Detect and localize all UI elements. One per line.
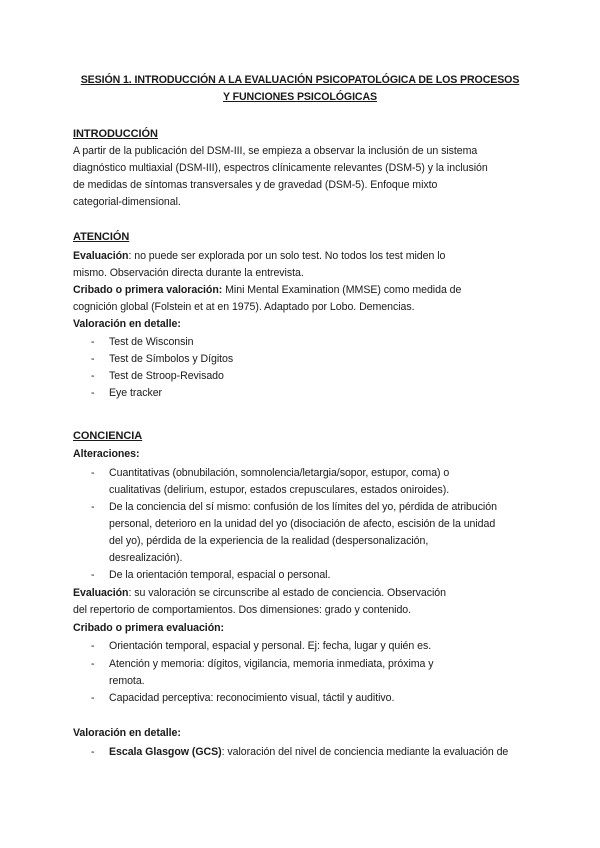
section-heading-atencion: ATENCIÓN — [73, 231, 130, 243]
section-heading-introduccion: INTRODUCCIÓN — [73, 128, 158, 140]
list-bullet: - — [91, 501, 95, 513]
list-item: Test de Wisconsin — [109, 336, 194, 348]
list-item-continuation: desrealización). — [109, 552, 183, 564]
evaluacion-text: : su valoración se circunscribe al estado de conciencia. Observación — [128, 587, 446, 599]
paragraph-line: mismo. Observación directa durante la entrevista. — [73, 267, 304, 279]
glasgow-label: Escala Glasgow (GCS) — [109, 746, 222, 758]
page-title-line-2: Y FUNCIONES PSICOLÓGICAS — [223, 91, 377, 103]
list-item-continuation: personal, deterioro en la unidad del yo (disociación de afecto, escisión de la unidad — [109, 518, 496, 530]
list-item: Test de Stroop-Revisado — [109, 370, 224, 382]
cribado-label: Cribado o primera evaluación: — [73, 622, 225, 634]
list-bullet: - — [91, 387, 95, 399]
cribado-line — [73, 282, 461, 299]
cribado-label: Cribado o primera valoración: — [73, 284, 223, 296]
paragraph-line: diagnóstico multiaxial (DSM-III), espectros clínicamente relevantes (DSM-5) y la inclusión — [73, 162, 488, 174]
evaluacion-line — [73, 248, 445, 265]
evaluacion-text: : no puede ser explorada por un solo test. No todos los test miden lo — [128, 250, 446, 262]
list-bullet: - — [91, 467, 95, 479]
list-bullet: - — [91, 336, 95, 348]
valoracion-label: Valoración en detalle: — [73, 318, 181, 330]
page-title-line-1: SESIÓN 1. INTRODUCCIÓN A LA EVALUACIÓN PSICOPATOLÓGICA DE LOS PROCESOS — [80, 74, 520, 86]
list-bullet: - — [91, 640, 95, 652]
alteraciones-label: Alteraciones: — [73, 448, 140, 460]
list-item: Capacidad perceptiva: reconocimiento visual, táctil y auditivo. — [109, 692, 395, 704]
list-bullet: - — [91, 569, 95, 581]
list-item: De la conciencia del sí mismo: confusión de los límites del yo, pérdida de atribución — [109, 501, 497, 513]
list-item: Eye tracker — [109, 387, 163, 399]
list-item-continuation: del yo), pérdida de la experiencia de la realidad (despersonalización, — [109, 535, 429, 547]
list-item: Test de Símbolos y Dígitos — [109, 353, 234, 365]
evaluacion-line — [73, 585, 446, 602]
paragraph-line: cognición global (Folstein et at en 1975). Adaptado por Lobo. Demencias. — [73, 301, 415, 313]
glasgow-text: : valoración del nivel de conciencia mediante la evaluación de — [221, 746, 509, 758]
valoracion-label: Valoración en detalle: — [73, 727, 181, 739]
list-bullet: - — [91, 370, 95, 382]
list-item: Atención y memoria: dígitos, vigilancia, memoria inmediata, próxima y — [109, 658, 434, 670]
list-item-continuation: cualitativas (delirium, estupor, estados crepusculares, estados oniroides). — [109, 484, 450, 496]
cribado-text: Mini Mental Examination (MMSE) como medida de — [222, 284, 462, 296]
evaluacion-label: Evaluación — [73, 587, 129, 599]
paragraph-line: categorial-dimensional. — [73, 196, 181, 208]
evaluacion-label: Evaluación — [73, 250, 129, 262]
paragraph-line: A partir de la publicación del DSM-III, se empieza a observar la inclusión de un sistema — [73, 145, 478, 157]
list-bullet: - — [91, 746, 95, 758]
list-item-continuation: remota. — [109, 675, 145, 687]
paragraph-line: de medidas de síntomas transversales y de gravedad (DSM-5). Enfoque mixto — [73, 179, 438, 191]
list-bullet: - — [91, 692, 95, 704]
list-item: Orientación temporal, espacial y personal. Ej: fecha, lugar y quién es. — [109, 640, 432, 652]
list-bullet: - — [91, 658, 95, 670]
list-item: De la orientación temporal, espacial o personal. — [109, 569, 331, 581]
list-item — [109, 744, 508, 761]
section-heading-conciencia: CONCIENCIA — [73, 430, 143, 442]
list-item: Cuantitativas (obnubilación, somnolencia/letargia/sopor, estupor, coma) o — [109, 467, 450, 479]
list-bullet: - — [91, 353, 95, 365]
paragraph-line: del repertorio de comportamientos. Dos dimensiones: grado y contenido. — [73, 604, 412, 616]
